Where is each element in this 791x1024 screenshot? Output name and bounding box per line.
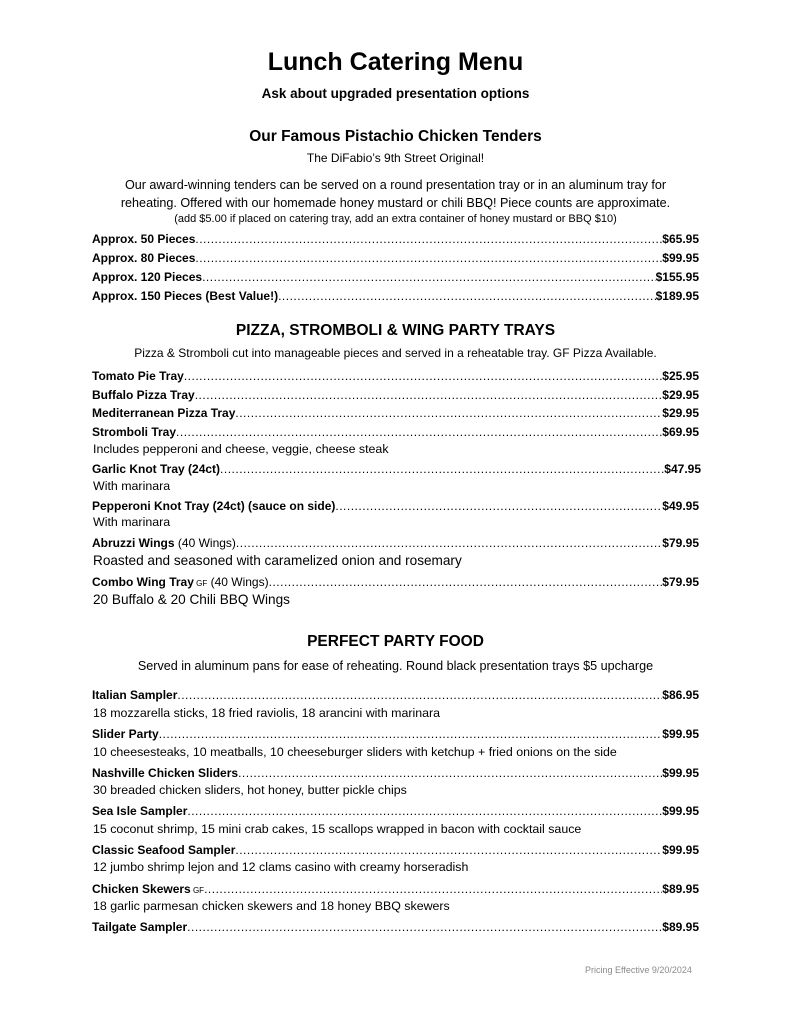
trays-heading: PIZZA, STROMBOLI & WING PARTY TRAYS (235, 322, 556, 339)
item-price: $99.95 (662, 804, 699, 818)
item-price: $49.95 (662, 499, 699, 513)
item-price: $155.95 (655, 270, 699, 284)
menu-item-tenders-50 (92, 229, 699, 246)
tenders-desc-line2: reheating. Offered with our homemade honey mustard or chili BBQ! Piece counts are approximate. (120, 196, 671, 210)
menu-item-stromboli (92, 422, 699, 439)
item-price: $99.95 (662, 843, 699, 857)
item-name: Approx. 80 Pieces (92, 251, 196, 265)
menu-item-tenders-80 (92, 248, 699, 265)
item-description: Roasted and seasoned with caramelized onion and rosemary (93, 553, 462, 568)
item-name: Approx. 150 Pieces (Best Value!) (92, 289, 279, 303)
menu-item-nashville-sliders (92, 763, 699, 780)
menu-item-pepperoni-knot (92, 496, 699, 513)
item-price: $79.95 (662, 575, 699, 589)
item-name: Chicken Skewers GF (92, 882, 205, 896)
item-name: Nashville Chicken Sliders (92, 766, 239, 780)
item-name: Sea Isle Sampler (92, 804, 188, 818)
menu-item-tenders-120 (92, 267, 699, 284)
page-subtitle: Ask about upgraded presentation options (261, 86, 530, 101)
item-price: $89.95 (662, 882, 699, 896)
item-price: $25.95 (662, 369, 699, 383)
menu-item-tailgate-sampler (92, 917, 699, 934)
item-name: Italian Sampler (92, 688, 178, 702)
tenders-desc-line1: Our award-winning tenders can be served on a round presentation tray or in an aluminum tray for (124, 178, 667, 192)
item-description: 10 cheesesteaks, 10 meatballs, 10 cheeseburger sliders with ketchup + fried onions on the side (93, 745, 617, 759)
item-name: Garlic Knot Tray (24ct) (92, 462, 221, 476)
menu-item-garlic-knot (92, 459, 701, 476)
item-name: Mediterranean Pizza Tray (92, 406, 236, 420)
tenders-tagline: The DiFabio’s 9th Street Original! (306, 151, 485, 165)
trays-desc: Pizza & Stromboli cut into manageable pieces and served in a reheatable tray. GF Pizza Available. (134, 346, 657, 360)
item-price: $99.95 (662, 727, 699, 741)
item-description: 12 jumbo shrimp lejon and 12 clams casino with creamy horseradish (93, 860, 469, 874)
menu-item-italian-sampler (92, 685, 699, 702)
item-name: Tomato Pie Tray (92, 369, 184, 383)
item-price: $47.95 (664, 462, 701, 476)
menu-item-abruzzi-wings (92, 533, 699, 550)
menu-item-slider-party (92, 724, 699, 741)
party-heading: PERFECT PARTY FOOD (307, 633, 484, 650)
item-note: (40 Wings) (207, 575, 269, 589)
item-name: Combo Wing Tray GF (40 Wings) (92, 575, 269, 589)
item-description: With marinara (93, 515, 171, 529)
item-price: $86.95 (662, 688, 699, 702)
menu-item-classic-seafood (92, 840, 699, 857)
menu-item-chicken-skewers (92, 879, 699, 896)
menu-item-tenders-150 (92, 286, 699, 303)
tenders-note: (add $5.00 if placed on catering tray, add an extra container of honey mustard or BBQ $10) (174, 213, 617, 225)
tenders-heading: Our Famous Pistachio Chicken Tenders (249, 128, 542, 145)
pricing-effective-note: Pricing Effective 9/20/2024 (585, 965, 692, 975)
menu-item-tomato-pie (92, 366, 699, 383)
menu-item-buffalo-pizza (92, 385, 699, 402)
item-name: Pepperoni Knot Tray (24ct) (sauce on side) (92, 499, 336, 513)
gf-badge: GF (193, 579, 208, 588)
item-price: $79.95 (662, 536, 699, 550)
item-name: Slider Party (92, 727, 159, 741)
item-name: Approx. 50 Pieces (92, 232, 196, 246)
page-title: Lunch Catering Menu (267, 48, 524, 76)
item-name: Buffalo Pizza Tray (92, 388, 195, 402)
item-price: $69.95 (662, 425, 699, 439)
menu-item-combo-wing (92, 572, 699, 589)
menu-item-mediterranean-pizza (92, 403, 699, 420)
item-description: 30 breaded chicken sliders, hot honey, butter pickle chips (93, 783, 407, 797)
item-name: Stromboli Tray (92, 425, 177, 439)
item-description: With marinara (93, 479, 171, 493)
item-description: Includes pepperoni and cheese, veggie, cheese steak (93, 442, 389, 456)
gf-badge: GF (190, 886, 205, 895)
item-price: $189.95 (655, 289, 699, 303)
item-price: $89.95 (662, 920, 699, 934)
item-name: Classic Seafood Sampler (92, 843, 236, 857)
item-name: Approx. 120 Pieces (92, 270, 203, 284)
item-price: $99.95 (662, 766, 699, 780)
item-description: 15 coconut shrimp, 15 mini crab cakes, 15 scallops wrapped in bacon with cocktail sauce (93, 822, 582, 836)
item-name: Tailgate Sampler (92, 920, 188, 934)
menu-item-sea-isle-sampler (92, 801, 699, 818)
item-price: $99.95 (662, 251, 699, 265)
item-price: $29.95 (662, 406, 699, 420)
item-name: Abruzzi Wings (40 Wings) (92, 536, 236, 550)
item-description: 18 mozzarella sticks, 18 fried raviolis, 18 arancini with marinara (93, 706, 441, 720)
item-price: $29.95 (662, 388, 699, 402)
party-desc: Served in aluminum pans for ease of reheating. Round black presentation trays $5 upcharge (137, 659, 654, 673)
item-description: 18 garlic parmesan chicken skewers and 18 honey BBQ skewers (93, 899, 450, 913)
item-description: 20 Buffalo & 20 Chili BBQ Wings (93, 592, 290, 607)
item-note: (40 Wings) (174, 536, 236, 550)
item-price: $65.95 (662, 232, 699, 246)
